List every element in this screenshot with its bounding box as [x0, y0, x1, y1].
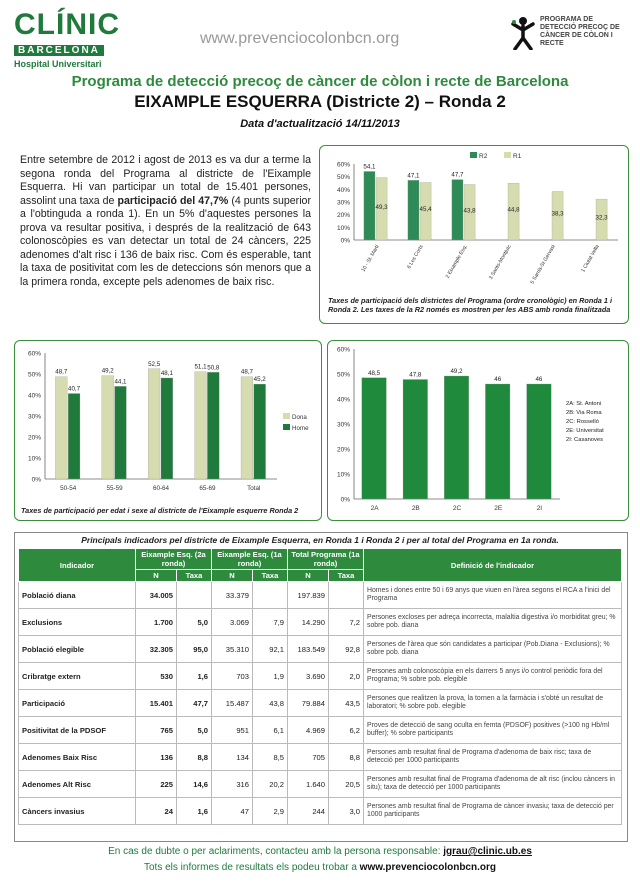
cell-n: 79.884	[288, 690, 329, 717]
program-logo-text: PROGRAMA DE DETECCIÓ PRECOÇ DE CÀNCER DE CÒLON I RECTE	[540, 16, 620, 47]
table-caption: Principals indicadors pel districte de Eixample Esquerra, en Ronda 1 i Ronda 2 i per al total del Programa en 1a ronda.	[81, 535, 559, 545]
x-tick-label: 3 Sants-Montjuïc	[488, 244, 513, 281]
row-indicator: Adenomes Baix Risc	[19, 744, 136, 771]
cell-taxa: 92,1	[253, 636, 288, 663]
cell-n: 33.379	[212, 582, 253, 609]
y-tick-label: 60%	[336, 161, 350, 169]
data-label: 48,7	[55, 368, 68, 376]
x-tick-label: 55-59	[106, 485, 123, 492]
y-tick-label: 30%	[336, 199, 350, 207]
data-label: 46	[535, 376, 543, 383]
header-url[interactable]: www.prevenciocolonbcn.org	[200, 30, 400, 47]
y-tick-label: 0%	[340, 237, 350, 245]
data-label: 49,2	[450, 368, 463, 375]
bar	[207, 372, 219, 479]
row-definition: Persones que realitzen la prova, la tornen a la farmàcia i s'obté un resultat de laboratori; % sobre pob. elegible	[364, 690, 622, 717]
data-label: 48,1	[160, 369, 173, 377]
y-tick-label: 40%	[27, 392, 41, 400]
row-definition: Persones amb resultat final de Programa de càncer invasiu; taxa de detecció per 1000 participants	[364, 798, 622, 825]
cell-n: 225	[136, 771, 177, 798]
cell-taxa: 43,5	[329, 690, 364, 717]
footer-contact-text: En cas de dubte o per aclariments, contacteu amb la persona responsable:	[108, 846, 441, 857]
data-label: 44,8	[507, 206, 520, 214]
bar	[403, 380, 428, 500]
y-tick-label: 30%	[27, 413, 41, 421]
cell-n: 765	[136, 717, 177, 744]
data-label: 43,8	[463, 207, 476, 215]
data-label: 46	[494, 376, 502, 383]
x-tick-label: 50-54	[60, 485, 77, 492]
x-tick-label: 2B	[411, 505, 420, 512]
legend-label: R1	[513, 153, 522, 160]
table-row	[19, 582, 622, 609]
cell-n: 244	[288, 798, 329, 825]
row-indicator: Exclusions	[19, 609, 136, 636]
cell-taxa: 1,6	[177, 798, 212, 825]
logo-barcelona-text: BARCELONA	[14, 45, 104, 56]
clinic-logo	[14, 10, 120, 69]
cell-n: 1.640	[288, 771, 329, 798]
row-definition: Persones de l'àrea que són candidates a participar (Pob.Diana - Exclusions); % sobre pob. diana	[364, 636, 622, 663]
program-logo	[510, 16, 630, 50]
table-row	[19, 636, 622, 663]
table-row	[19, 717, 622, 744]
cell-taxa: 5,0	[177, 717, 212, 744]
data-label: 47,7	[451, 171, 464, 179]
row-definition: Persones amb resultat final de Programa d'adenoma de alt risc (inclou càncers in situ); taxa de detecció per 1000 participants	[364, 771, 622, 798]
cell-taxa: 2,0	[329, 663, 364, 690]
table-row	[19, 609, 622, 636]
bar	[485, 384, 510, 499]
y-tick-label: 0%	[31, 476, 41, 484]
data-label: 40,7	[68, 385, 81, 393]
bar	[408, 180, 419, 240]
data-label: 48,7	[240, 368, 253, 376]
data-label: 50,8	[207, 364, 220, 372]
bar	[452, 180, 463, 240]
bar	[115, 386, 127, 479]
cell-n: 530	[136, 663, 177, 690]
bar	[102, 376, 114, 479]
th-group-1: Eixample Esq. (2a ronda)	[136, 549, 212, 570]
row-indicator: Població diana	[19, 582, 136, 609]
legend-label: 2C: Rosselló	[566, 419, 599, 425]
bar	[527, 384, 552, 499]
data-label: 49,2	[101, 367, 114, 375]
cell-taxa: 1,6	[177, 663, 212, 690]
cell-taxa	[253, 582, 288, 609]
district-title: EIXAMPLE ESQUERRA (Districte 2) – Ronda 2	[134, 92, 506, 111]
y-tick-label: 40%	[336, 186, 350, 194]
data-label: 45,4	[419, 206, 432, 214]
cell-taxa: 14,6	[177, 771, 212, 798]
legend-label: R2	[479, 153, 488, 160]
x-tick-label: 60-64	[152, 485, 170, 492]
bar	[55, 377, 67, 479]
intro-paragraph	[20, 154, 311, 289]
cell-taxa: 3,0	[329, 798, 364, 825]
chart-age-sex	[14, 340, 322, 521]
cell-n: 1.700	[136, 609, 177, 636]
cell-taxa: 43,8	[253, 690, 288, 717]
legend-label: Home	[292, 425, 309, 432]
legend-label: 2E: Universitat	[566, 428, 604, 434]
footer-email-link[interactable]: jgrau@clinic.ub.es	[443, 846, 532, 857]
cell-taxa: 92,8	[329, 636, 364, 663]
cell-n: 34.005	[136, 582, 177, 609]
x-tick-label: 10 - St. Martí	[360, 244, 381, 273]
cell-n: 24	[136, 798, 177, 825]
cell-taxa: 7,2	[329, 609, 364, 636]
cell-n: 32.305	[136, 636, 177, 663]
program-title: Programa de detecció precoç de càncer de còlon i recte de Barcelona	[71, 73, 569, 90]
cell-n: 134	[212, 744, 253, 771]
footer-site-link[interactable]: www.prevenciocolonbcn.org	[359, 862, 496, 873]
x-tick-label: 1 Ciutat Vella	[580, 244, 601, 274]
y-tick-label: 10%	[336, 224, 350, 232]
logo-hospital-text: Hospital Universitari	[14, 59, 102, 69]
chart-districts-svg	[320, 146, 626, 296]
update-date: Data d'actualització 14/11/2013	[240, 118, 400, 130]
y-tick-label: 50%	[336, 371, 350, 379]
bar	[444, 376, 469, 499]
bar	[161, 378, 173, 479]
row-definition: Persones excloses per adreça incorrecta, malaltia digestiva i/o morbiditat greu; % sobre pob. diana	[364, 609, 622, 636]
cell-n: 14.290	[288, 609, 329, 636]
chart-abs-svg	[328, 341, 626, 518]
row-indicator: Adenomes Alt Risc	[19, 771, 136, 798]
x-tick-label: 65-69	[199, 485, 216, 492]
data-label: 51,1	[194, 363, 207, 371]
row-definition: Proves de detecció de sang oculta en femta (PDSOF) positives (>100 ng Hb/ml buffer); % sobre participants	[364, 717, 622, 744]
data-label: 47,1	[407, 172, 420, 180]
legend-label: 2A: St. Antoni	[566, 401, 602, 407]
th-group-2: Eixample Esq. (1a ronda)	[212, 549, 288, 570]
th-n: N	[288, 570, 329, 582]
y-tick-label: 60%	[336, 346, 350, 354]
cell-taxa: 8,8	[329, 744, 364, 771]
th-taxa: Taxa	[177, 570, 212, 582]
bar	[254, 384, 266, 479]
cell-n: 703	[212, 663, 253, 690]
data-label: 32,3	[595, 214, 608, 222]
data-label: 44,1	[114, 378, 127, 386]
data-label: 52,5	[148, 360, 161, 368]
intro-text-2: (4 punts superior a l'obtinguda a ronda 1). En un 5% d'aquestes persones la prova va resultar positiva, i després de la realització de 643 colonoscòpies es van detectar un total de 24 càncers, 225 adenomes d'alt risc i 136 de baix risc. Com és esperable, tant la taxa de positivitat com les de deteccions són menors que a la primera ronda, excepte pels adenomes de baix risc.	[20, 194, 311, 288]
cell-taxa: 47,7	[177, 690, 212, 717]
cell-taxa: 20,2	[253, 771, 288, 798]
cell-n: 47	[212, 798, 253, 825]
y-tick-label: 20%	[27, 434, 41, 442]
bar	[362, 378, 387, 499]
program-figure-icon	[510, 16, 536, 50]
data-label: 47,8	[409, 371, 422, 379]
y-tick-label: 60%	[27, 350, 41, 358]
x-tick-label: 2A	[370, 505, 379, 512]
logo-clinic-text: CLÍNIC	[14, 8, 120, 41]
chart-age-sex-svg	[15, 341, 319, 501]
y-tick-label: 30%	[336, 421, 350, 429]
cell-taxa: 2,9	[253, 798, 288, 825]
th-taxa: Taxa	[253, 570, 288, 582]
x-tick-label: 2E	[494, 505, 503, 512]
footer-reports-text: Tots els informes de resultats els podeu trobar a	[144, 862, 357, 873]
legend-label: Dona	[292, 414, 307, 421]
cell-taxa: 8,5	[253, 744, 288, 771]
row-definition: Persones amb colonoscòpia en els darrers 5 anys i/o control periòdic fora del Programa; % sobre pob. elegible	[364, 663, 622, 690]
indicators-table	[18, 548, 622, 825]
cell-taxa: 6,1	[253, 717, 288, 744]
data-label: 45,2	[253, 376, 266, 384]
intro-text-1: Entre setembre de 2012 i agost de 2013 es va dur a terme la segona ronda del Programa al districte de l'Eixample Esquerra. Hi van participar un total de 15.401 persones, assolint una taxa de	[20, 154, 311, 207]
y-tick-label: 50%	[27, 371, 41, 379]
x-tick-label: 5 Sarrià-St Gervasi	[529, 244, 557, 286]
cell-taxa: 1,9	[253, 663, 288, 690]
cell-n: 15.487	[212, 690, 253, 717]
y-tick-label: 40%	[336, 396, 350, 404]
x-tick-label: 2C	[452, 505, 462, 512]
data-label: 54,1	[363, 163, 376, 171]
y-tick-label: 20%	[336, 212, 350, 220]
cell-n: 15.401	[136, 690, 177, 717]
row-definition: Homes i dones entre 50 i 69 anys que viuen en l'àrea segons el RCA a l'inici del Programa	[364, 582, 622, 609]
cell-n: 35.310	[212, 636, 253, 663]
y-tick-label: 50%	[336, 174, 350, 182]
row-definition: Persones amb resultat final de Programa d'adenoma de baix risc; taxa de detecció per 1000 participants	[364, 744, 622, 771]
footer-contact	[0, 846, 640, 857]
y-tick-label: 0%	[340, 496, 350, 504]
y-tick-label: 10%	[336, 471, 350, 479]
cell-n: 316	[212, 771, 253, 798]
bar	[364, 171, 375, 240]
table-row	[19, 663, 622, 690]
x-tick-label: Total	[247, 485, 261, 492]
chart-abs	[327, 340, 629, 521]
cell-n: 197.839	[288, 582, 329, 609]
y-tick-label: 10%	[27, 455, 41, 463]
th-definition: Definició de l'indicador	[364, 549, 622, 582]
bar	[195, 372, 207, 479]
bar	[68, 394, 80, 479]
bar	[148, 369, 160, 479]
cell-n: 4.969	[288, 717, 329, 744]
th-taxa: Taxa	[329, 570, 364, 582]
cell-n: 705	[288, 744, 329, 771]
cell-taxa	[177, 582, 212, 609]
table-row	[19, 744, 622, 771]
table-row	[19, 798, 622, 825]
x-tick-label: 2 Eixample Esq.	[444, 244, 469, 280]
th-group-3: Total Programa (1a ronda)	[288, 549, 364, 570]
cell-taxa: 7,9	[253, 609, 288, 636]
cell-taxa: 20,5	[329, 771, 364, 798]
chart-age-sex-caption: Taxes de participació per edat i sexe al districte de l'Eixample esquerre Ronda 2	[21, 506, 299, 515]
cell-taxa	[329, 582, 364, 609]
y-tick-label: 20%	[336, 446, 350, 454]
cell-taxa: 6,2	[329, 717, 364, 744]
footer-reports	[0, 862, 640, 873]
row-indicator: Població elegible	[19, 636, 136, 663]
cell-n: 3.069	[212, 609, 253, 636]
legend-swatch	[504, 152, 511, 158]
bar	[241, 377, 253, 479]
intro-highlight: participació del 47,7%	[117, 194, 229, 207]
data-label: 48,5	[368, 369, 381, 377]
row-indicator: Participació	[19, 690, 136, 717]
x-tick-label: 2I	[536, 505, 543, 512]
cell-taxa: 8,8	[177, 744, 212, 771]
cell-n: 951	[212, 717, 253, 744]
row-indicator: Positivitat de la PDSOF	[19, 717, 136, 744]
chart-districts-caption: Taxes de participació dels districtes del Programa (ordre cronològic) en Ronda 1 i Ronda 2. Les taxes de la R2 només es mostren per les ABS amb ronda finalitzada	[328, 296, 612, 314]
row-indicator: Càncers invasius	[19, 798, 136, 825]
legend-swatch	[283, 424, 290, 430]
th-n: N	[136, 570, 177, 582]
table-row	[19, 690, 622, 717]
cell-taxa: 5,0	[177, 609, 212, 636]
cell-n: 183.549	[288, 636, 329, 663]
legend-swatch	[470, 152, 477, 158]
legend-label: 2B: Via Roma	[566, 410, 602, 416]
table-row	[19, 771, 622, 798]
data-label: 38,3	[551, 210, 564, 218]
chart-districts	[319, 145, 629, 324]
legend-label: 2I: Casanoves	[566, 437, 604, 443]
cell-n: 136	[136, 744, 177, 771]
cell-n: 3.690	[288, 663, 329, 690]
th-indicator: Indicador	[19, 549, 136, 582]
x-tick-label: 6 Les Corts	[406, 244, 425, 270]
data-label: 49,3	[375, 203, 388, 211]
cell-taxa: 95,0	[177, 636, 212, 663]
legend-swatch	[283, 413, 290, 419]
th-n: N	[212, 570, 253, 582]
row-indicator: Cribratge extern	[19, 663, 136, 690]
